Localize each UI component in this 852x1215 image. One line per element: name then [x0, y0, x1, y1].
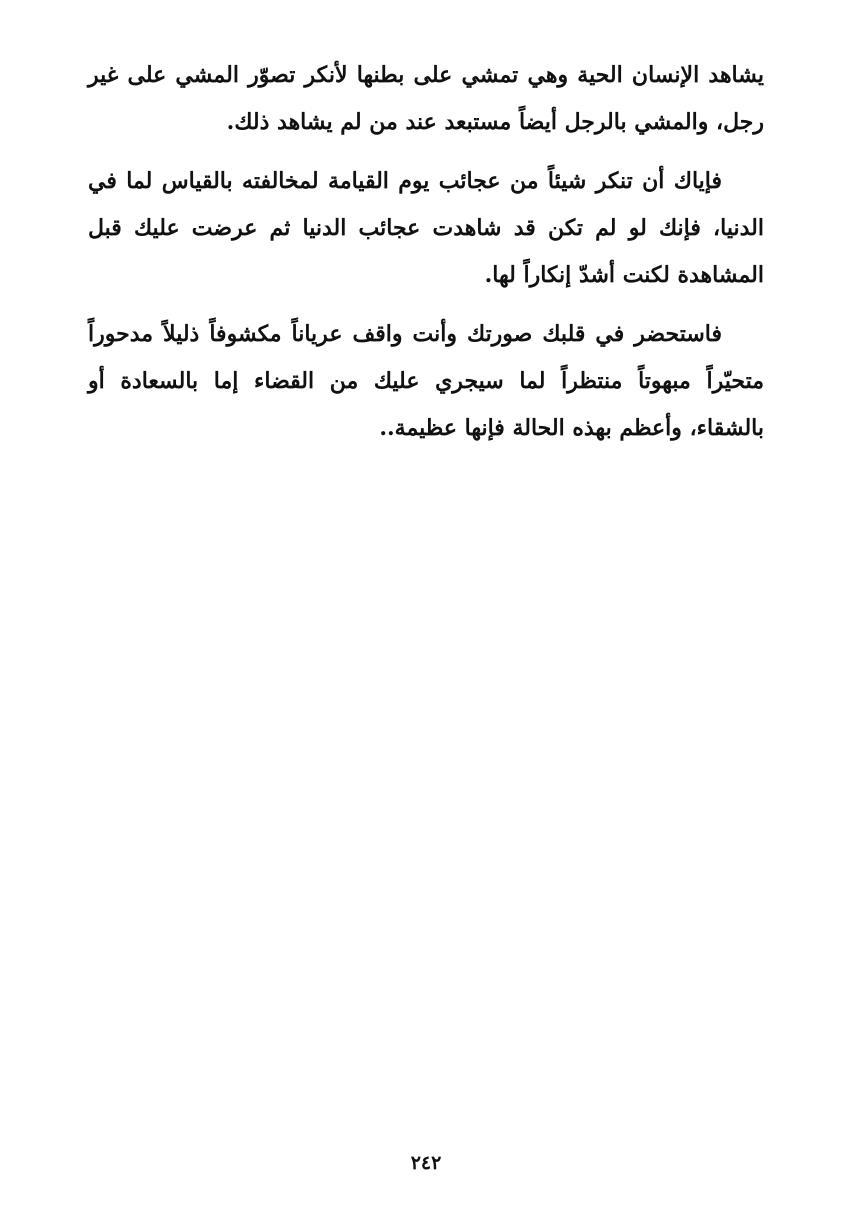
- paragraph-3: فاستحضر في قلبك صورتك وأنت واقف عرياناً مكشوفاً ذليلاً مدحوراً متحيّراً مبهوتاً منتظراً لما سيجري عليك من القضاء إما بالسعادة أو بالشقاء، وأعظم بهذه الحالة فإنها عظيمة..: [88, 321, 764, 441]
- paragraph-1: يشاهد الإنسان الحية وهي تمشي على بطنها لأنكر تصوّر المشي على غير رجل، والمشي بالرجل أيضاً مستبعد عند من لم يشاهد ذلك.: [88, 62, 764, 135]
- body-text: [88, 52, 764, 464]
- page-number: ٢٤٢: [410, 1152, 442, 1174]
- paragraph-2: فإياك أن تنكر شيئاً من عجائب يوم القيامة لمخالفته بالقياس لما في الدنيا، فإنك لو لم تكن قد شاهدت عجائب الدنيا ثم عرضت عليك قبل المشاهدة لكنت أشدّ إنكاراً لها.: [88, 168, 764, 288]
